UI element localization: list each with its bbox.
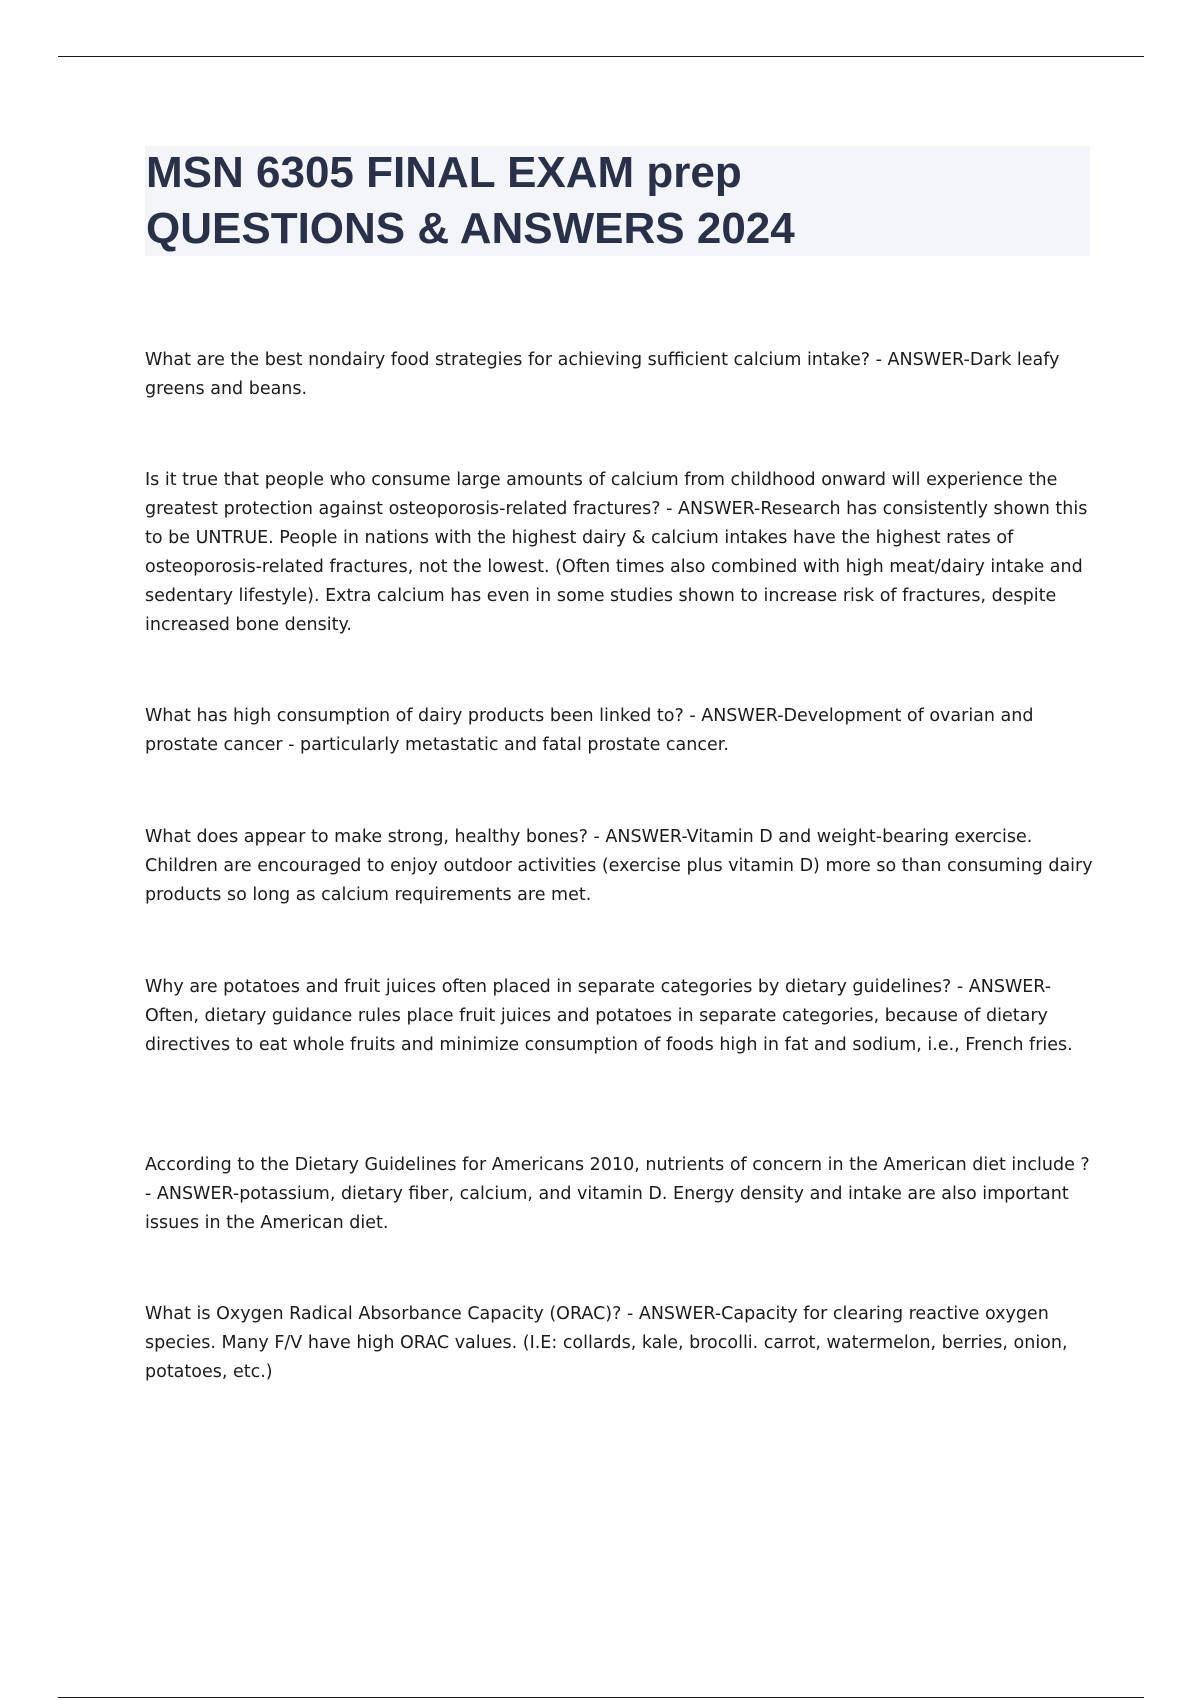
answer-marker: - ANSWER- [145, 1184, 240, 1204]
qa-item-6 [145, 1151, 1095, 1238]
qa-answer: Often, dietary guidance rules place fruit juices and potatoes in separate categories, because of dietary directives to eat whole fruits and minimize consumption of foods high in fat and sodium, i.e., French fries. [145, 1006, 1073, 1055]
qa-answer: Dark leafy greens and beans. [145, 350, 1060, 399]
qa-question: What are the best nondairy food strategies for achieving sufficient calcium intake? [145, 350, 871, 370]
qa-answer: Development of ovarian and prostate cancer - particularly metastatic and fatal prostate cancer. [145, 706, 1034, 755]
qa-answer: Vitamin D and weight-bearing exercise. Children are encouraged to enjoy outdoor activities (exercise plus vitamin D) more so than consuming dairy products so long as calcium requirements are met. [145, 827, 1093, 905]
answer-marker: - ANSWER- [621, 1304, 722, 1324]
document-title-line-2: QUESTIONS & ANSWERS 2024 [146, 204, 795, 253]
qa-question: What has high consumption of dairy products been linked to? [145, 706, 684, 726]
qa-answer: Research has consistently shown this to be UNTRUE. People in nations with the highest dairy & calcium intakes have the highest rates of osteoporosis-related fractures, not the lowest. (Often times also combined with high meat/dairy intake and sedentary lifestyle). Extra calcium has even in some studies shown to increase risk of fractures, despite increased bone density. [145, 499, 1088, 635]
qa-item-7 [145, 1300, 1095, 1387]
answer-marker: - ANSWER- [660, 499, 761, 519]
qa-item-5 [145, 973, 1095, 1060]
answer-marker: - ANSWER- [683, 706, 784, 726]
qa-item-4 [145, 823, 1095, 910]
qa-item-3 [145, 702, 1095, 760]
qa-question: Why are potatoes and fruit juices often placed in separate categories by dietary guidelines? [145, 977, 952, 997]
header-rule [58, 56, 1144, 57]
document-title-line-1: MSN 6305 FINAL EXAM prep [146, 148, 742, 197]
answer-marker: - ANSWER- [587, 827, 687, 847]
qa-item-1 [145, 346, 1095, 404]
qa-question: What is Oxygen Radical Absorbance Capacity (ORAC)? [145, 1304, 622, 1324]
qa-question: Is it true that people who consume large amounts of calcium from childhood onward will experience the greatest protection against osteoporosis-related fractures? [145, 470, 1058, 519]
answer-marker: - ANSWER- [951, 977, 1052, 997]
qa-answer: potassium, dietary fiber, calcium, and vitamin D. Energy density and intake are also important issues in the American diet. [145, 1184, 1069, 1233]
footer-rule [58, 1697, 1144, 1698]
qa-answer: Capacity for clearing reactive oxygen species. Many F/V have high ORAC values. (I.E: collards, kale, brocolli. carrot, watermelon, berries, onion, potatoes, etc.) [145, 1304, 1068, 1382]
qa-item-2 [145, 466, 1095, 640]
answer-marker: - ANSWER- [870, 350, 970, 370]
qa-question: According to the Dietary Guidelines for Americans 2010, nutrients of concern in the American diet include ? [145, 1155, 1090, 1175]
qa-question: What does appear to make strong, healthy bones? [145, 827, 588, 847]
